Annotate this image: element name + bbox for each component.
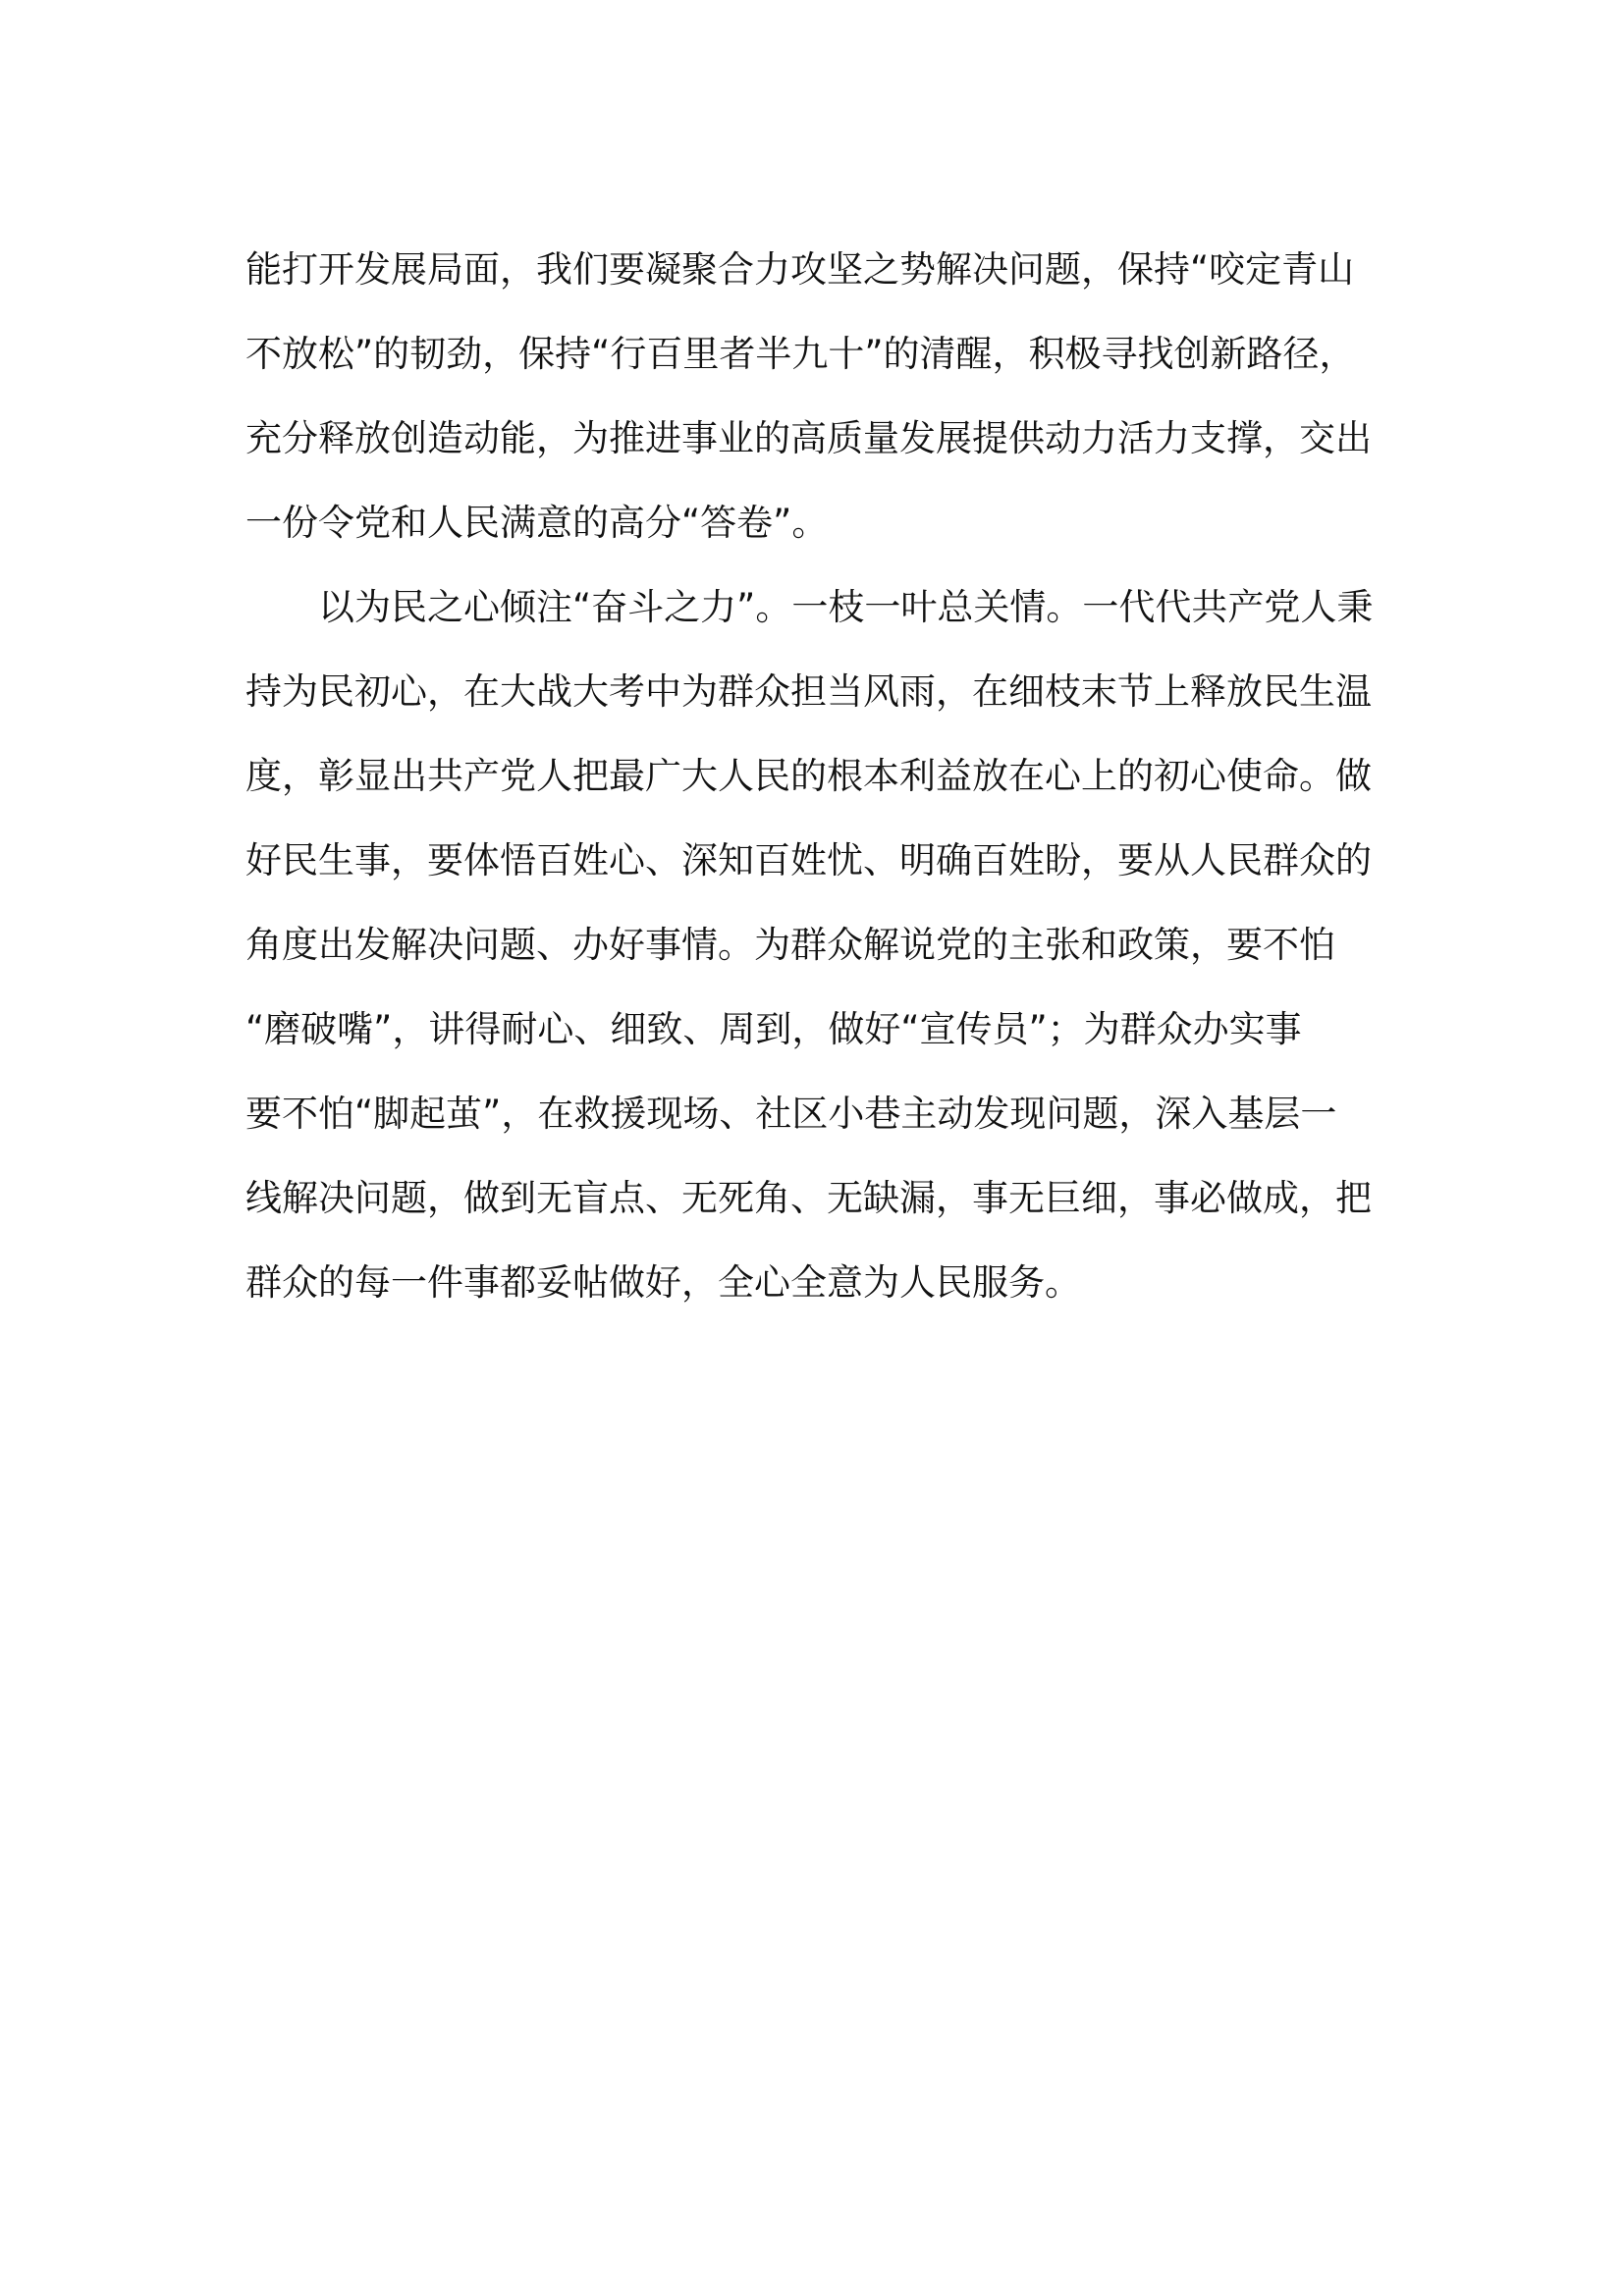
- text-line: 线解决问题，做到无盲点、无死角、无缺漏，事无巨细，事必做成，把: [245, 1177, 1372, 1219]
- text-line: 角度出发解决问题、办好事情。为群众解说党的主张和政策，要不怕: [245, 924, 1335, 966]
- text-line: 充分释放创造动能，为推进事业的高质量发展提供动力活力支撑，交出: [245, 417, 1372, 459]
- paragraph: [245, 565, 1384, 1325]
- text-line: “磨破嘴”，讲得耐心、细致、周到，做好“宣传员”；为群众办实事: [245, 1008, 1302, 1050]
- text-line: 以为民之心倾注“奋斗之力”。一枝一叶总关情。一代代共产党人秉: [245, 586, 1374, 628]
- body-text: [245, 228, 1384, 1325]
- text-line: 度，彰显出共产党人把最广大人民的根本利益放在心上的初心使命。做: [245, 755, 1372, 797]
- text-line: 持为民初心，在大战大考中为群众担当风雨，在细枝末节上释放民生温: [245, 670, 1372, 713]
- text-line: 要不怕“脚起茧”，在救援现场、社区小巷主动发现问题，深入基层一: [245, 1093, 1337, 1135]
- text-line: 群众的每一件事都妥帖做好，全心全意为人民服务。: [245, 1261, 1081, 1304]
- text-line: 好民生事，要体悟百姓心、深知百姓忧、明确百姓盼，要从人民群众的: [245, 839, 1372, 881]
- text-line: 能打开发展局面，我们要凝聚合力攻坚之势解决问题，保持“咬定青山: [245, 248, 1355, 291]
- text-line: 一份令党和人民满意的高分“答卷”。: [245, 502, 829, 544]
- text-line: 不放松”的韧劲，保持“行百里者半九十”的清醒，积极寻找创新路径，: [245, 333, 1356, 375]
- paragraph: [245, 228, 1384, 565]
